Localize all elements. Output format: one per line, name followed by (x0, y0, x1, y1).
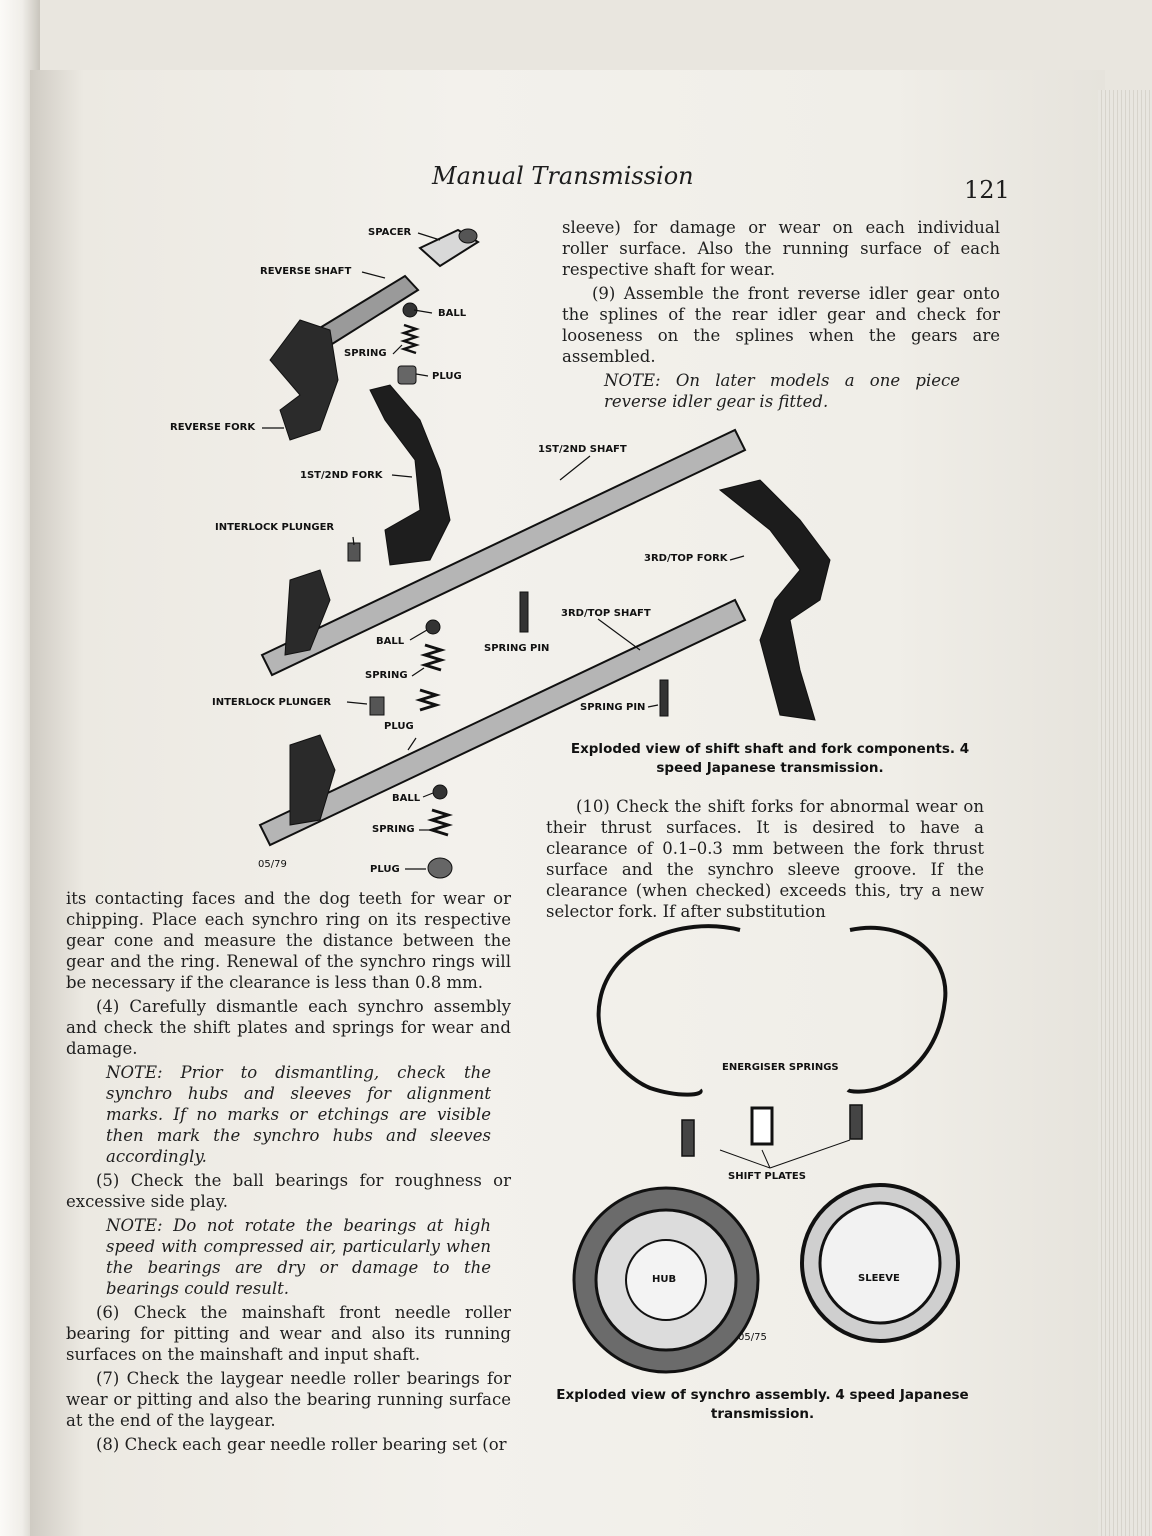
label-plug-1: PLUG (432, 371, 462, 382)
paragraph: (9) Assemble the front reverse idler gear onto the splines of the rear idler gear and check for looseness on the splines when the gears are assembled. (562, 284, 1000, 366)
label-hub: HUB (652, 1274, 677, 1285)
paragraph: its contacting faces and the dog teeth for wear or chipping. Place each synchro ring on its respective gear cone and measure the distance between the gear and the ring. Renewal of the synchro rings will be necessary if the clearance is less than 0.8 mm. (66, 889, 511, 992)
note: NOTE: Prior to dismantling, check the synchro hubs and sleeves for alignment marks. If no marks or etchings are visible then mark the synchro hubs and sleeves accordingly. (106, 1063, 491, 1166)
label-interlock-plunger-2: INTERLOCK PLUNGER (212, 697, 332, 708)
running-head: Manual Transmission (432, 162, 694, 190)
paragraph: (4) Carefully dismantle each synchro assembly and check the shift plates and springs for wear and damage. (66, 997, 511, 1058)
label-ball-3: BALL (392, 793, 421, 804)
label-spring-pin-1: SPRING PIN (484, 643, 550, 654)
label-ball-1: BALL (438, 308, 467, 319)
label-reverse-fork: REVERSE FORK (170, 422, 256, 433)
figure2-ref: 05/75 (738, 1332, 767, 1343)
label-spring-2: SPRING (365, 670, 408, 681)
label-energiser-springs: ENERGISER SPRINGS (722, 1062, 839, 1073)
label-spring-1: SPRING (344, 348, 387, 359)
note: NOTE: Do not rotate the bearings at high speed with compressed air, particularly when the bearings are dry or damage to the bearings could result. (106, 1216, 491, 1298)
paragraph: (8) Check each gear needle roller bearing set (or (96, 1435, 507, 1454)
label-plug-3: PLUG (370, 864, 400, 875)
label-spring-3: SPRING (372, 824, 415, 835)
label-3rd-top-shaft: 3RD/TOP SHAFT (561, 608, 651, 619)
synchro-diagram (574, 926, 958, 1372)
figure2-caption: Exploded view of synchro assembly. 4 speed Japanese transmission. (556, 1387, 969, 1422)
label-plug-2: PLUG (384, 721, 414, 732)
note: NOTE: On later models a one piece reverse idler gear is fitted. (604, 371, 960, 411)
figure1-caption: Exploded view of shift shaft and fork components. 4 speed Japanese transmission. (570, 741, 970, 776)
paragraph: (7) Check the laygear needle roller bearings for wear or pitting and also the bearing running surface at the end of the laygear. (66, 1369, 511, 1430)
label-ball-2: BALL (376, 636, 405, 647)
label-spacer: SPACER (368, 227, 412, 238)
label-spring-pin-2: SPRING PIN (580, 702, 646, 713)
label-interlock-plunger-1: INTERLOCK PLUNGER (215, 522, 335, 533)
label-reverse-shaft: REVERSE SHAFT (260, 266, 352, 277)
label-1st-2nd-shaft: 1ST/2ND SHAFT (538, 444, 627, 455)
paragraph: (6) Check the mainshaft front needle roller bearing for pitting and wear and also its running surfaces on the mainshaft and input shaft. (66, 1303, 511, 1364)
left-column (66, 888, 511, 1458)
page-number: 121 (964, 176, 1010, 204)
label-1st-2nd-fork: 1ST/2ND FORK (300, 470, 383, 481)
figure1-ref: 05/79 (258, 859, 287, 870)
label-3rd-top-fork: 3RD/TOP FORK (644, 553, 728, 564)
right-column-top (562, 217, 1000, 415)
label-shift-plates: SHIFT PLATES (728, 1171, 806, 1182)
right-column-middle (546, 796, 984, 925)
label-sleeve: SLEEVE (858, 1273, 900, 1284)
paragraph: sleeve) for damage or wear on each individual roller surface. Also the running surface of each respective shaft for wear. (562, 218, 1000, 279)
paragraph: (10) Check the shift forks for abnormal wear on their thrust surfaces. It is desired to have a clearance of 0.1–0.3 mm between the fork thrust surface and the synchro sleeve groove. If the clearance (when checked) exceeds this, try a new selector fork. If after substitution (546, 797, 984, 921)
paragraph: (5) Check the ball bearings for roughness or excessive side play. (66, 1171, 511, 1211)
